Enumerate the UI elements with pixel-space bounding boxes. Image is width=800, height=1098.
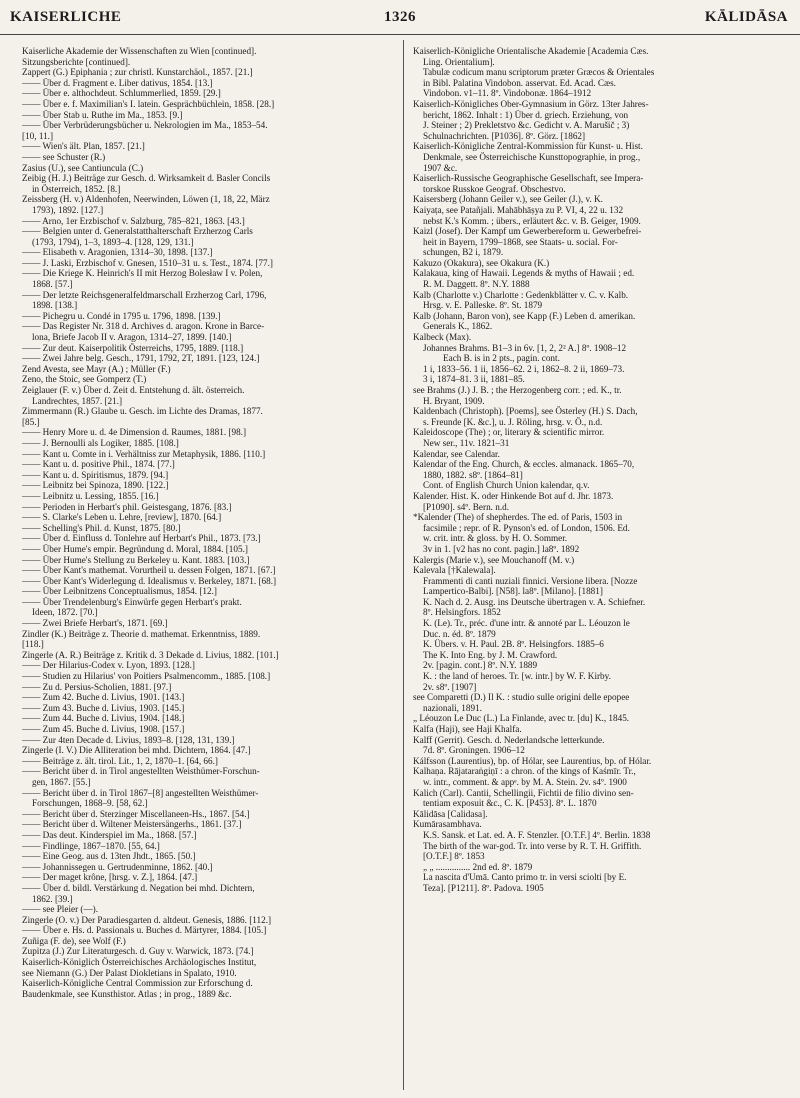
column-divider: [403, 40, 404, 1090]
catalogue-line: s. Freunde [K. &c.], u. J. Röling, hrsg. v. Ö., n.d.: [423, 416, 603, 427]
catalogue-line: schungen, B2 i, 1879.: [423, 247, 504, 258]
catalogue-line: Zingerle (O. v.) Der Paradiesgarten d. altdeut. Genesis, 1886. [112.]: [22, 914, 272, 925]
running-head-left: KAISERLICHE: [10, 9, 122, 25]
catalogue-line: (1793, 1794), 1–3, 1893–4. [128, 129, 131.]: [32, 236, 194, 247]
catalogue-line: Kalakaua, king of Hawaii. Legends & myths of Hawaii ; ed.: [413, 268, 635, 279]
catalogue-line: K. Nach d. 2. Ausg. ins Deutsche übertragen v. A. Schiefner.: [423, 596, 646, 607]
catalogue-line: —— Über Trendelenburg's Einwürfe gegen Herbart's prakt.: [22, 596, 242, 607]
catalogue-line: 1862. [39.]: [32, 893, 73, 904]
catalogue-line: Kaiserlich-Königliches Ober-Gymnasium in Görz. 13ter Jahres-: [413, 98, 649, 109]
catalogue-line: —— see Schuster (R.): [22, 151, 106, 162]
catalogue-line: [85.]: [22, 416, 40, 427]
catalogue-line: —— Zwei Jahre belg. Gesch., 1791, 1792, 2T, 1891. [123, 124.]: [22, 353, 260, 364]
catalogue-line: Kakuzo (Okakura), see Okakura (K.): [413, 257, 550, 268]
catalogue-line: Kaiserlich-Russische Geographische Gesellschaft, see Impera-: [413, 173, 644, 184]
catalogue-line: torskoe Russkoe Geograf. Obschestvo.: [423, 183, 566, 194]
catalogue-line: K. Übers. v. H. Paul. 2B. 8º. Helsingfors. 1885–6: [423, 639, 604, 650]
running-head-right: KĀLIDĀSA: [704, 9, 788, 25]
catalogue-line: Forschungen, 1868–9. [58, 62.]: [32, 798, 148, 809]
right-column: [413, 46, 783, 894]
catalogue-line: Kalendar, see Calendar.: [413, 448, 500, 459]
catalogue-line: —— Der maget krône, [hrsg. v. Z.], 1864. [47.]: [22, 872, 198, 883]
catalogue-line: —— Bericht über d. in Tirol 1867–[8] angestellten Weisthümer-: [22, 787, 259, 798]
catalogue-line: 8º. Helsingfors. 1852: [423, 607, 501, 618]
catalogue-line: —— Studien zu Hilarius' von Poitiers Psalmencomm., 1885. [108.]: [22, 671, 271, 682]
catalogue-line: —— Beiträge z. ält. tirol. Lit., 1, 2, 1870–1. [64, 66.]: [22, 755, 218, 766]
catalogue-line: Kumārasambhava.: [413, 819, 482, 830]
catalogue-line: Teza]. [P1211]. 8º. Padova. 1905: [423, 882, 544, 893]
catalogue-line: gen, 1867. [55.]: [32, 776, 91, 787]
catalogue-line: —— Zu d. Persius-Scholien, 1881. [97.]: [22, 681, 172, 692]
catalogue-line: 1880, 1882. s8º. [1864–81]: [423, 469, 523, 480]
catalogue-line: Kalevala [†Kalewala].: [413, 565, 496, 576]
catalogue-line: —— Leibnitz bei Spinoza, 1890. [122.]: [22, 480, 169, 491]
catalogue-line: —— Über d. Einfluss d. Tonlehre auf Herbart's Phil., 1873. [73.]: [22, 533, 261, 544]
catalogue-line: —— Das Register Nr. 318 d. Archives d. aragon. Krone in Barce-: [22, 321, 265, 332]
catalogue-line: Kaiserlich-Königliche Zentral-Kommission für Kunst- u. Hist.: [413, 141, 643, 152]
catalogue-line: Zindler (K.) Beiträge z. Theorie d. mathemat. Erkenntniss, 1889.: [22, 628, 261, 639]
catalogue-line: —— Pichegru u. Condé in 1795 u. 1796, 1898. [139.]: [22, 310, 221, 321]
catalogue-line: [P1090]. s4º. Bern. n.d.: [423, 501, 510, 512]
catalogue-line: Zuñiga (F. de), see Wolf (F.): [22, 935, 126, 946]
catalogue-line: facsimile ; repr. of R. Pynson's ed. of London, 1506. Ed.: [423, 522, 630, 533]
catalogue-line: Zeissberg (H. v.) Aldenhofen, Neerwinden, Löwen (1, 18, 22, März: [22, 194, 270, 205]
catalogue-line: K. (Le). Tr., préc. d'une intr. & annoté par L. Léouzon le: [423, 618, 630, 629]
catalogue-line: H. Bryant, 1909.: [423, 395, 485, 406]
catalogue-line: [118.]: [22, 639, 44, 650]
catalogue-line: K.S. Sansk. et Lat. ed. A. F. Stenzler. [O.T.F.] 4º. Berlin. 1838: [423, 829, 651, 840]
catalogue-line: Johannes Brahms. B1–3 in 6v. [1, 2, 2² A.] 8º. 1908–12: [423, 342, 627, 353]
catalogue-line: La nascita d'Umā. Canto primo tr. in versi sciolti [by E.: [423, 872, 627, 883]
catalogue-line: Zappert (G.) Epiphania ; zur christl. Kunstarchäol., 1857. [21.]: [22, 67, 253, 78]
catalogue-line: Kaiserlich-Königlich Österreichisches Archäologisches Institut,: [22, 957, 257, 968]
catalogue-line: Hrsg. v. E. Palleske. 8º. St. 1879: [423, 300, 543, 311]
catalogue-line: in Österreich, 1852. [8.]: [32, 183, 121, 194]
catalogue-line: Kaldenbach (Christoph). [Poems], see Österley (H.) S. Dach,: [413, 406, 638, 417]
catalogue-line: w. crit. intr. & gloss. by H. O. Sommer.: [423, 533, 568, 544]
catalogue-line: Kaiyaṭa, see Patañjali. Mahābhāṣya zu P. VI, 4, 22 u. 132: [413, 204, 624, 215]
catalogue-line: The K. Into Eng. by J. M. Crawford.: [423, 649, 558, 660]
catalogue-line: Kalhaṇa. Rājataraṅgiṇī : a chron. of the kings of Kaśmīr. Tr.,: [413, 766, 636, 777]
catalogue-line: —— Zum 44. Buche d. Livius, 1904. [148.]: [22, 713, 185, 724]
catalogue-line: —— Belgien unter d. Generalstatthalterschaft Erzherzog Carls: [22, 226, 253, 237]
catalogue-line: Kalich (Carl). Cantii, Schellingii, Fichtii de filio divino sen-: [413, 787, 634, 798]
catalogue-line: —— Zur deut. Kaiserpolitik Österreichs, 1795, 1889. [118.]: [22, 342, 244, 353]
catalogue-line: Each B. is in 2 pts., pagin. cont.: [443, 353, 560, 364]
catalogue-line: —— Über d. Fragment e. Liber dativus, 1854. [13.]: [22, 77, 213, 88]
catalogue-line: see Niemann (G.) Der Palast Diokletians in Spalato, 1910.: [22, 967, 237, 978]
catalogue-line: Kalb (Charlotte v.) Charlotte : Gedenkblätter v. C. v. Kalb.: [413, 289, 629, 300]
catalogue-line: —— Über e. Hs. d. Passionals u. Buches d. Märtyrer, 1884. [105.]: [22, 925, 267, 936]
catalogue-line: 3 i, 1874–81. 3 ii, 1881–85.: [423, 374, 525, 385]
catalogue-line: —— Henry More u. d. 4e Dimension d. Raumes, 1881. [98.]: [22, 427, 247, 438]
catalogue-line: Schulnachrichten. [P1036]. 8º. Görz. [1862]: [423, 130, 586, 141]
catalogue-line: R. M. Daggett. 8º. N.Y. 1888: [423, 279, 530, 290]
catalogue-line: —— Elisabeth v. Aragonien, 1314–30, 1898. [137.]: [22, 247, 213, 258]
catalogue-line: J. Steiner ; 2) Prekletstvo &c. Gedicht v. A. Marušič ; 3): [423, 120, 630, 131]
catalogue-line: New ser., 11v. 1821–31: [423, 437, 510, 448]
catalogue-line: Kalff (Gerrit). Gesch. d. Nederlandsche letterkunde.: [413, 734, 605, 745]
catalogue-line: Ideen, 1872. [70.]: [32, 607, 98, 618]
catalogue-line: Zingerle (A. R.) Beiträge z. Kritik d. 3 Dekade d. Livius, 1882. [101.]: [22, 649, 279, 660]
catalogue-line: 2v. s8º. [1907]: [423, 681, 477, 692]
catalogue-line: see Comparetti (D.) Il K. : studio sulle origini delle epopee: [413, 692, 630, 703]
catalogue-line: Kálfsson (Laurentius), bp. of Hólar, see Laurentius, bp. of Hólar.: [413, 755, 652, 766]
catalogue-line: [O.T.F.] 8º. 1853: [423, 851, 485, 862]
catalogue-line: Zimmermann (R.) Glaube u. Gesch. im Lichte des Dramas, 1877.: [22, 406, 263, 417]
catalogue-line: Zupitza (J.) Zur Literaturgesch. d. Guy v. Warwick, 1873. [74.]: [22, 946, 254, 957]
catalogue-line: —— Leibnitz u. Lessing, 1855. [16.]: [22, 490, 159, 501]
catalogue-line: 1898. [138.]: [32, 300, 78, 311]
catalogue-line: 7d. 8º. Groningen. 1906–12: [423, 745, 525, 756]
catalogue-line: K. : the land of heroes. Tr. [w. intr.] by W. F. Kirby.: [423, 671, 611, 682]
catalogue-line: bericht, 1862. Inhalt : 1) Über d. griech. Erziehung, von: [423, 109, 629, 120]
catalogue-line: —— Kant u. Comte in i. Verhältniss zur Metaphysik, 1886. [110.]: [22, 448, 266, 459]
catalogue-line: Kaiserlich-Königliche Orientalische Akademie [Academia Cæs.: [413, 46, 649, 56]
catalogue-line: Zeno, the Stoic, see Gomperz (T.): [22, 374, 147, 385]
catalogue-line: Duc. n. éd. 8º. 1879: [423, 628, 496, 639]
catalogue-line: —— Zur 4ten Decade d. Livius, 1893–8. [128, 131, 139.]: [22, 734, 235, 745]
catalogue-line: The birth of the war-god. Tr. into verse by R. T. H. Griffith.: [423, 840, 642, 851]
catalogue-line: —— Zum 43. Buche d. Livius, 1903. [145.]: [22, 702, 185, 713]
left-column: [22, 46, 394, 999]
catalogue-line: [10, 11.]: [22, 130, 54, 141]
catalogue-line: —— Wien's ält. Plan, 1857. [21.]: [22, 141, 145, 152]
catalogue-line: 1907 &c.: [423, 162, 458, 173]
catalogue-line: Zingerle (I. V.) Die Alliteration bei mhd. Dichtern, 1864. [47.]: [22, 745, 251, 756]
page-number: 1326: [384, 9, 416, 25]
catalogue-line: nebst K.'s Komm. ; übers., erläutert &c. v. B. Geiger, 1909.: [423, 215, 641, 226]
catalogue-line: —— Das deut. Kinderspiel im Ma., 1868. [57.]: [22, 829, 197, 840]
catalogue-line: 1793), 1892. [127.]: [32, 204, 104, 215]
catalogue-line: Cont. of English Church Union kalendar, q.v.: [423, 480, 590, 491]
catalogue-line: —— Schelling's Phil. d. Kunst, 1875. [80.]: [22, 522, 181, 533]
catalogue-line: —— Kant u. d. positive Phil., 1874. [77.]: [22, 459, 175, 470]
catalogue-line: —— Über e. f. Maximilian's I. latein. Gesprächbüchlein, 1858. [28.]: [22, 98, 275, 109]
catalogue-line: Frammenti di canti nuziali finnici. Versione libera. [Nozze: [423, 575, 638, 586]
catalogue-line: nazionali, 1891.: [423, 702, 482, 713]
catalogue-line: Lampertico-Balbi]. [N58]. la8º. [Milano]. [1881]: [423, 586, 603, 597]
catalogue-line: in Bibl. Palatina Vindobon. asservat. Ed. Acad. Cæs.: [423, 77, 616, 88]
catalogue-line: Kaiserliche Akademie der Wissenschaften zu Wien [continued].: [22, 46, 257, 56]
catalogue-line: —— Zum 45. Buche d. Livius, 1908. [157.]: [22, 724, 185, 734]
catalogue-line: —— Über Leibnitzens Conceptualismus, 1854. [12.]: [22, 586, 217, 597]
catalogue-line: —— Zwei Briefe Herbart's, 1871. [69.]: [22, 618, 168, 629]
catalogue-line: —— Über d. bildl. Verstärkung d. Negation bei mhd. Dichtern,: [22, 882, 255, 893]
page-header: [0, 0, 800, 35]
catalogue-line: „ Léouzon Le Duc (L.) La Finlande, avec tr. [du] K., 1845.: [413, 713, 630, 724]
catalogue-line: —— Bericht über d. in Tirol angestellten Weisthümer-Forschun-: [22, 766, 260, 777]
catalogue-line: Zeiglauer (F. v.) Über d. Zeit d. Entstehung d. ält. österreich.: [22, 385, 245, 395]
catalogue-line: Ling. Orientalium].: [423, 56, 495, 67]
catalogue-line: —— Die Kriege K. Heinrich's II mit Herzog Bolesław I v. Polen,: [22, 268, 263, 279]
catalogue-line: —— Über Verbrüderungsbücher u. Nekrologien im Ma., 1853–54.: [22, 120, 268, 131]
catalogue-line: —— Kant u. d. Spiritismus, 1879. [94.]: [22, 469, 169, 480]
catalogue-line: heit in Bayern, 1799–1868, see Staats- u. social. For-: [423, 236, 618, 247]
catalogue-line: Zasius (U.), see Cantiuncula (C.): [22, 162, 144, 173]
catalogue-line: tentiam exposuit &c., C. K. [P453]. 8º. L. 1870: [423, 798, 597, 809]
catalogue-line: see Brahms (J.) J. B. ; the Herzogenberg corr. ; ed. K., tr.: [413, 385, 622, 395]
catalogue-line: —— Über Stab u. Ruthe im Ma., 1853. [9.]: [22, 109, 183, 120]
catalogue-line: Denkmale, see Österreichische Kunsttopographie, in prog.,: [423, 151, 641, 162]
catalogue-line: —— Eine Geog. aus d. 13ten Jhdt., 1865. [50.]: [22, 851, 196, 862]
catalogue-line: Vindobon. v1–11. 8º. Vindobonæ. 1864–1912: [423, 88, 592, 99]
catalogue-line: Zend Avesta, see Mayr (A.) ; Müller (F.): [22, 363, 171, 374]
catalogue-line: 1 i, 1833–56. 1 ii, 1856–62. 2 i, 1862–8. 2 ii, 1869–73.: [423, 363, 625, 374]
catalogue-line: —— Bericht über d. Sterzinger Miscellaneen-Hs., 1867. [54.]: [22, 808, 250, 819]
catalogue-line: Landrechtes, 1857. [21.]: [32, 395, 123, 406]
catalogue-line: Generals K., 1862.: [423, 321, 493, 332]
catalogue-line: lona, Briefe Jacob II v. Aragon, 1314–27, 1899. [140.]: [32, 332, 232, 343]
catalogue-line: Kalergis (Marie v.), see Mouchanoff (M. v.): [413, 554, 575, 565]
catalogue-line: w. intr., comment. & appᵉ. by M. A. Stein. 2v. s4º. 1900: [423, 776, 627, 787]
catalogue-line: Kālidāsa [Calidasa].: [413, 808, 488, 819]
catalogue-line: —— Zum 42. Buche d. Livius, 1901. [143.]: [22, 692, 185, 703]
catalogue-line: Kalb (Johann, Baron von), see Kapp (F.) Leben d. amerikan.: [413, 310, 636, 321]
catalogue-line: —— Arno, 1er Erzbischof v. Salzburg, 785–821, 1863. [43.]: [22, 215, 245, 226]
catalogue-line: Kaizl (Josef). Der Kampf um Gewerbereform u. Gewerbefrei-: [413, 226, 642, 237]
catalogue-line: 1868. [57.]: [32, 279, 73, 290]
catalogue-line: —— J. Laski, Erzbischof v. Gnesen, 1510–31 u. s. Test., 1874. [77.]: [22, 257, 273, 268]
catalogue-line: Baudenkmale, see Kunsthistor. Atlas ; in prog., 1889 &c.: [22, 988, 232, 999]
catalogue-line: Kalendar of the Eng. Church, & eccles. almanack. 1865–70,: [413, 459, 635, 470]
catalogue-line: 3v in 1. [v2 has no cont. pagin.] la8º. 1892: [423, 543, 580, 554]
catalogue-line: Zeibig (H. J.) Beiträge zur Gesch. d. Wirksamkeit d. Basler Concils: [22, 173, 271, 184]
catalogue-line: —— Der Hilarius-Codex v. Lyon, 1893. [128.]: [22, 660, 195, 671]
catalogue-line: —— see Pleier (—).: [22, 904, 99, 915]
catalogue-line: Kalender. Hist. K. oder Hinkende Bot auf d. Jhr. 1873.: [413, 490, 614, 501]
catalogue-line: —— S. Clarke's Leben u. Lehre, [review], 1870. [64.]: [22, 512, 222, 523]
catalogue-line: —— Über Kant's Widerlegung d. Idealismus v. Berkeley, 1871. [68.]: [22, 575, 277, 586]
catalogue-line: Tabulæ codicum manu scriptorum præter Græcos & Orientales: [423, 67, 655, 78]
catalogue-line: Kalfa (Haji), see Haji Khalfa.: [413, 724, 522, 734]
catalogue-line: —— Johannissegen u. Gertrudenminne, 1862. [40.]: [22, 861, 213, 872]
catalogue-line: Sitzungsberichte [continued].: [22, 56, 131, 67]
catalogue-line: Kaiserlich-Königliche Central Commission zur Erforschung d.: [22, 978, 253, 989]
catalogue-line: —— Perioden in Herbart's phil. Geistesgang, 1876. [83.]: [22, 501, 232, 512]
catalogue-line: Kalbeck (Max).: [413, 332, 472, 343]
catalogue-line: „ „ ............... 2nd ed. 8º. 1879: [423, 861, 533, 872]
catalogue-line: —— Über Kant's mathemat. Vorurtheil u. dessen Folgen, 1871. [67.]: [22, 565, 276, 576]
catalogue-line: 2v. [pagin. cont.] 8º. N.Y. 1889: [423, 660, 538, 671]
catalogue-line: —— Findlinge, 1867–1870. [55, 64.]: [22, 840, 160, 851]
catalogue-line: *Kalender (The) of shepherdes. The ed. of Paris, 1503 in: [413, 512, 623, 523]
catalogue-line: Kaleidoscope (The) ; or, literary & scientific mirror.: [413, 427, 605, 438]
catalogue-line: —— Über Hume's Stellung zu Berkeley u. Kant. 1883. [103.]: [22, 554, 250, 565]
catalogue-line: —— Der letzte Reichsgeneralfeldmarschall Erzherzog Carl, 1796,: [22, 289, 267, 300]
catalogue-line: —— Über Hume's empir. Begründung d. Moral, 1884. [105.]: [22, 543, 248, 554]
catalogue-line: Kaisersberg (Johann Geiler v.), see Geiler (J.), v. K.: [413, 194, 603, 205]
catalogue-line: —— Über e. althochdeut. Schlummerlied, 1859. [29.]: [22, 88, 221, 99]
catalogue-line: —— Bericht über d. Wiltener Meistersängerhs., 1861. [37.]: [22, 819, 242, 830]
catalogue-line: —— J. Bernoulli als Logiker, 1885. [108.]: [22, 437, 179, 448]
